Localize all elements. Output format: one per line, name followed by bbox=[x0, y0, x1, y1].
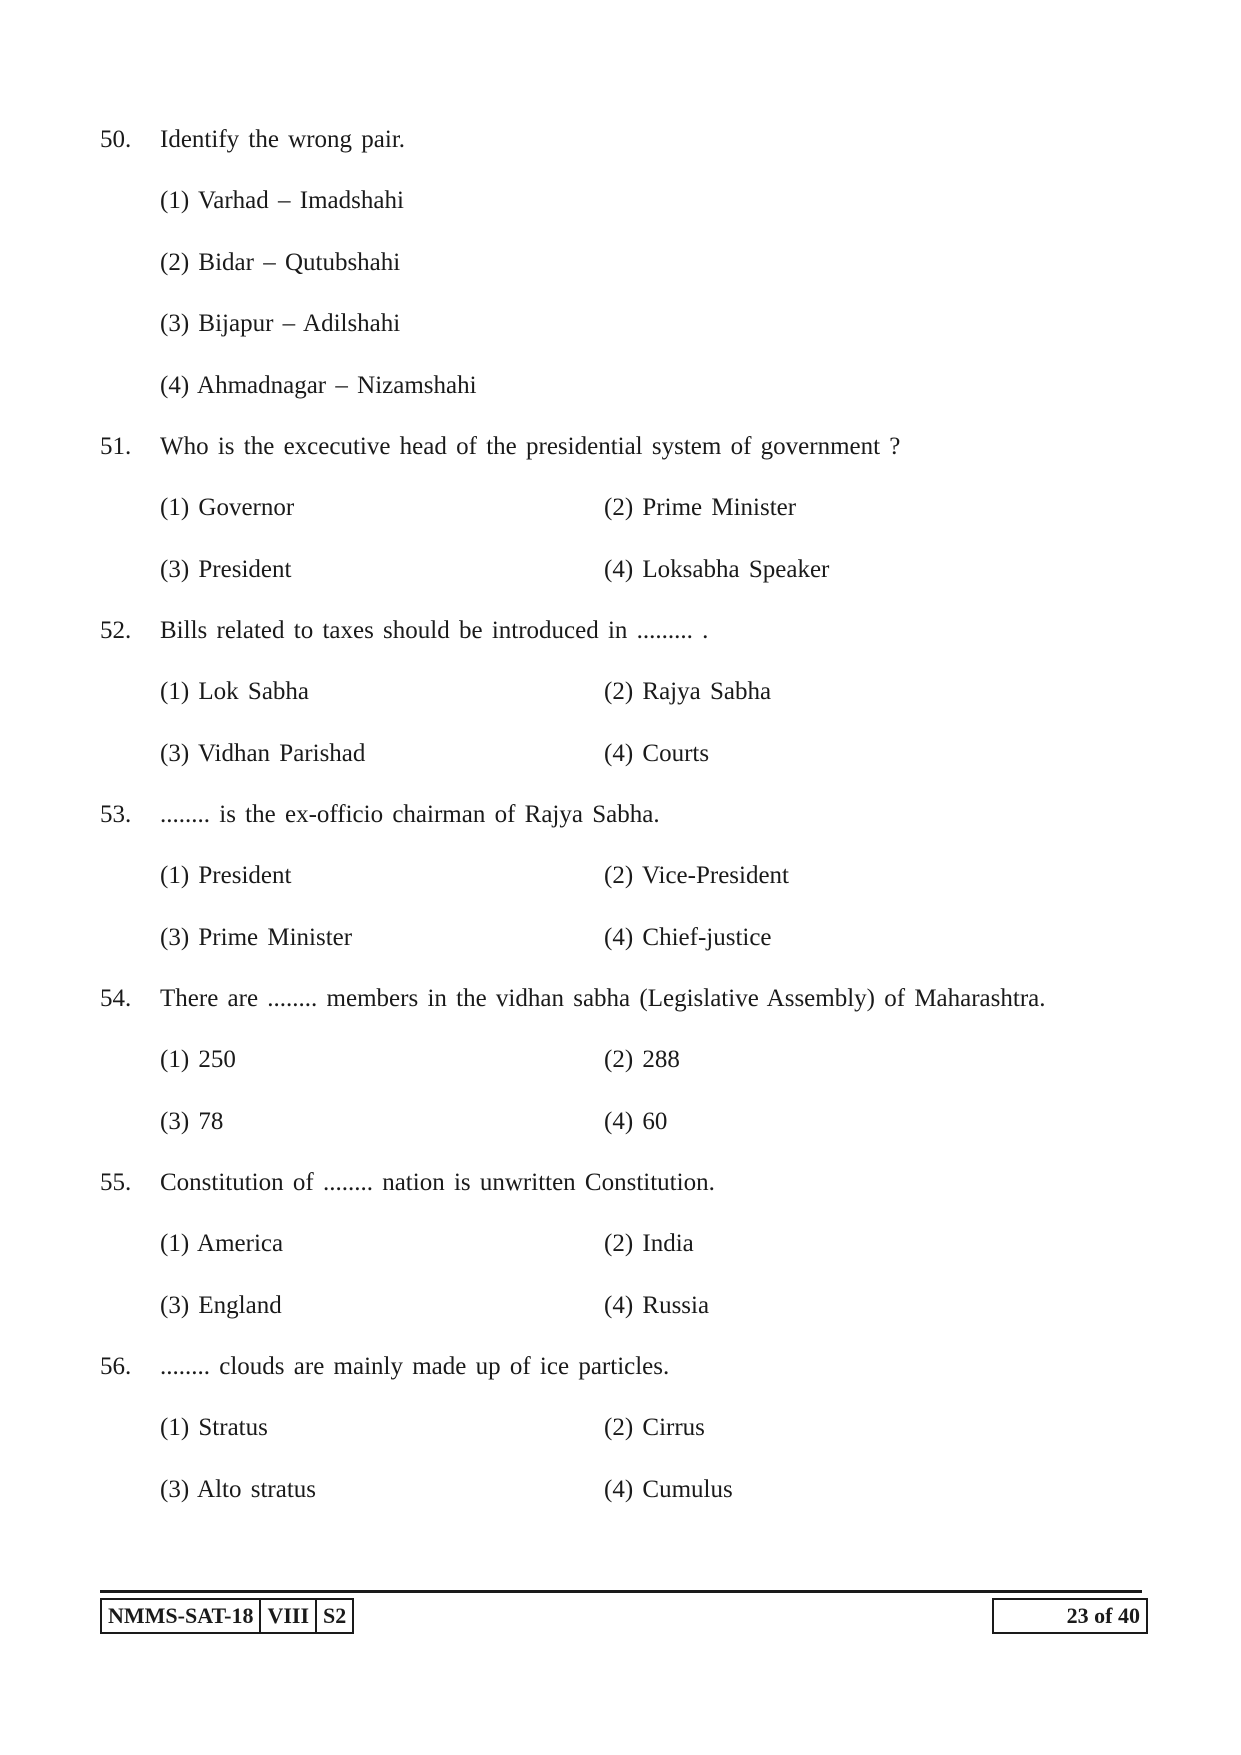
option-51-1: (1) Governor bbox=[160, 494, 295, 521]
option-51-3: (3) President bbox=[160, 556, 292, 583]
option-52-3: (3) Vidhan Parishad bbox=[160, 740, 366, 767]
option-53-2: (2) Vice-President bbox=[604, 862, 790, 889]
exam-code-box bbox=[100, 1598, 354, 1634]
question-51 bbox=[100, 427, 1150, 467]
option-55-4: (4) Russia bbox=[604, 1292, 710, 1319]
exam-code: NMMS-SAT-18 bbox=[108, 1603, 254, 1628]
option-50-2: (2) Bidar – Qutubshahi bbox=[160, 249, 401, 276]
option-53-3: (3) Prime Minister bbox=[160, 924, 353, 951]
question-number: 52. bbox=[100, 617, 132, 644]
option-50-3: (3) Bijapur – Adilshahi bbox=[160, 310, 401, 337]
question-number: 54. bbox=[100, 985, 132, 1012]
question-text: Identify the wrong pair. bbox=[160, 126, 406, 153]
question-text: ........ clouds are mainly made up of ice particles. bbox=[160, 1353, 670, 1380]
option-53-4: (4) Chief-justice bbox=[604, 924, 772, 951]
option-50-1: (1) Varhad – Imadshahi bbox=[160, 187, 404, 214]
question-text: ........ is the ex-officio chairman of Rajya Sabha. bbox=[160, 801, 660, 828]
option-55-3: (3) England bbox=[160, 1292, 282, 1319]
option-56-2: (2) Cirrus bbox=[604, 1414, 705, 1441]
option-54-2: (2) 288 bbox=[604, 1046, 680, 1073]
question-text: Who is the excecutive head of the presidential system of government ? bbox=[160, 433, 901, 460]
option-55-2: (2) India bbox=[604, 1230, 694, 1257]
option-56-1: (1) Stratus bbox=[160, 1414, 268, 1441]
question-55 bbox=[100, 1163, 1150, 1203]
option-56-3: (3) Alto stratus bbox=[160, 1476, 316, 1503]
option-55-1: (1) America bbox=[160, 1230, 284, 1257]
option-51-4: (4) Loksabha Speaker bbox=[604, 556, 830, 583]
footer-divider bbox=[100, 1590, 1142, 1593]
set-code: S2 bbox=[315, 1600, 352, 1632]
question-number: 51. bbox=[100, 433, 132, 460]
question-number: 55. bbox=[100, 1169, 132, 1196]
option-52-2: (2) Rajya Sabha bbox=[604, 678, 772, 705]
option-50-4: (4) Ahmadnagar – Nizamshahi bbox=[160, 372, 477, 399]
question-54 bbox=[100, 979, 1150, 1019]
question-53 bbox=[100, 795, 1150, 835]
question-number: 56. bbox=[100, 1353, 132, 1380]
question-52 bbox=[100, 611, 1150, 651]
option-52-1: (1) Lok Sabha bbox=[160, 678, 310, 705]
option-53-1: (1) President bbox=[160, 862, 292, 889]
option-54-4: (4) 60 bbox=[604, 1108, 668, 1135]
option-56-4: (4) Cumulus bbox=[604, 1476, 733, 1503]
page-number: 23 of 40 bbox=[992, 1598, 1148, 1634]
option-52-4: (4) Courts bbox=[604, 740, 710, 767]
class-code: VIII bbox=[259, 1600, 315, 1632]
question-number: 50. bbox=[100, 126, 132, 153]
question-50 bbox=[100, 120, 1150, 160]
option-54-3: (3) 78 bbox=[160, 1108, 224, 1135]
question-text: There are ........ members in the vidhan sabha (Legislative Assembly) of Maharashtra. bbox=[160, 985, 1046, 1012]
question-text: Constitution of ........ nation is unwritten Constitution. bbox=[160, 1169, 715, 1196]
question-56 bbox=[100, 1347, 1150, 1387]
option-51-2: (2) Prime Minister bbox=[604, 494, 797, 521]
question-number: 53. bbox=[100, 801, 132, 828]
option-54-1: (1) 250 bbox=[160, 1046, 236, 1073]
question-text: Bills related to taxes should be introduced in ......... . bbox=[160, 617, 709, 644]
